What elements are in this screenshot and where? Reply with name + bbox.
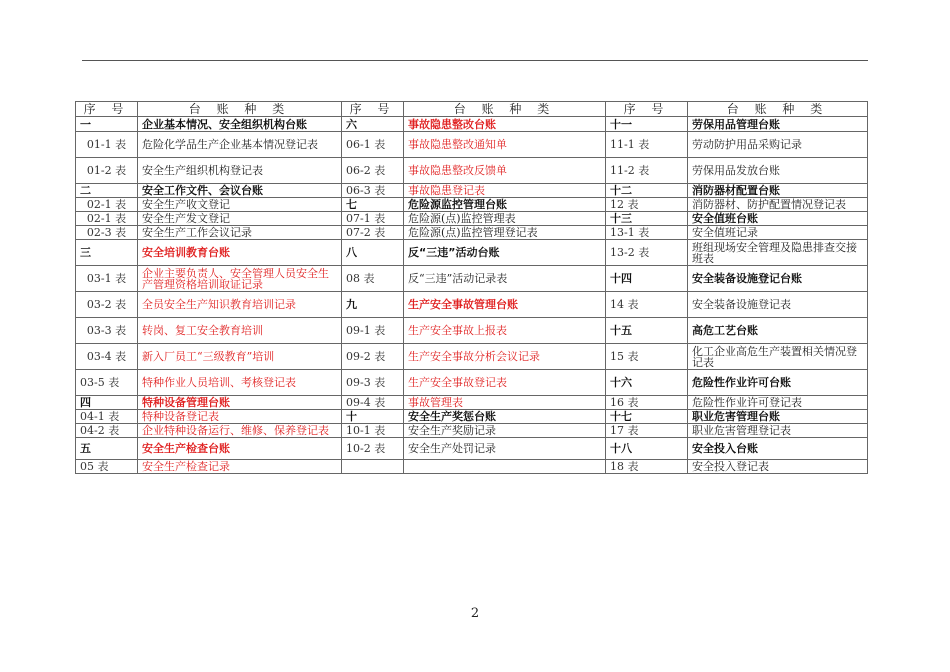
cell-type-3: 安全值班记录 xyxy=(688,226,868,240)
column-header-type-1: 台 账 种 类 xyxy=(138,102,342,117)
column-header-seq-1: 序 号 xyxy=(76,102,138,117)
table-row xyxy=(76,226,868,240)
cell-type-1: 安全生产工作会议记录 xyxy=(138,226,342,240)
cell-type-3: 职业危害管理台账 xyxy=(688,410,868,424)
cell-seq-3: 14 表 xyxy=(606,292,688,318)
cell-type-2: 生产安全事故管理台账 xyxy=(404,292,606,318)
cell-seq-3: 13-2 表 xyxy=(606,240,688,266)
cell-seq-1: 03-2 表 xyxy=(76,292,138,318)
cell-seq-2: 09-3 表 xyxy=(342,370,404,396)
cell-seq-1: 03-5 表 xyxy=(76,370,138,396)
cell-type-3: 消防器材配置台账 xyxy=(688,184,868,198)
cell-type-2: 事故隐患整改反馈单 xyxy=(404,158,606,184)
cell-seq-1: 03-1 表 xyxy=(76,266,138,292)
cell-seq-3: 15 表 xyxy=(606,344,688,370)
cell-type-2: 生产安全事故分析会议记录 xyxy=(404,344,606,370)
table-row xyxy=(76,158,868,184)
cell-seq-1: 02-1 表 xyxy=(76,198,138,212)
table-row xyxy=(76,292,868,318)
cell-type-1: 危险化学品生产企业基本情况登记表 xyxy=(138,132,342,158)
cell-type-2: 事故管理表 xyxy=(404,396,606,410)
cell-seq-2: 七 xyxy=(342,198,404,212)
cell-seq-1: 二 xyxy=(76,184,138,198)
column-header-type-3: 台 账 种 类 xyxy=(688,102,868,117)
cell-type-2 xyxy=(404,460,606,474)
cell-seq-3: 十五 xyxy=(606,318,688,344)
cell-seq-2: 09-4 表 xyxy=(342,396,404,410)
header-rule xyxy=(82,60,868,61)
cell-type-3: 消防器材、防护配置情况登记表 xyxy=(688,198,868,212)
cell-type-3: 安全投入台账 xyxy=(688,438,868,460)
cell-seq-3: 十八 xyxy=(606,438,688,460)
cell-seq-1: 四 xyxy=(76,396,138,410)
cell-seq-2: 08 表 xyxy=(342,266,404,292)
cell-type-2: 反“三违”活动台账 xyxy=(404,240,606,266)
table-body xyxy=(76,117,868,474)
table-row xyxy=(76,212,868,226)
cell-seq-1: 01-1 表 xyxy=(76,132,138,158)
cell-type-1: 转岗、复工安全教育培训 xyxy=(138,318,342,344)
cell-seq-3: 十四 xyxy=(606,266,688,292)
cell-type-1: 安全生产发文登记 xyxy=(138,212,342,226)
cell-type-1: 企业主要负责人、安全管理人员安全生产管理资格培训取证记录 xyxy=(138,266,342,292)
table-row xyxy=(76,344,868,370)
cell-seq-2: 十 xyxy=(342,410,404,424)
cell-seq-2: 06-2 表 xyxy=(342,158,404,184)
cell-seq-3: 11-2 表 xyxy=(606,158,688,184)
cell-type-1: 安全工作文件、会议台账 xyxy=(138,184,342,198)
table-row xyxy=(76,318,868,344)
cell-type-2: 事故隐患整改台账 xyxy=(404,117,606,132)
cell-seq-2 xyxy=(342,460,404,474)
cell-type-2: 安全生产奖励记录 xyxy=(404,424,606,438)
cell-seq-3: 17 表 xyxy=(606,424,688,438)
column-header-seq-2: 序 号 xyxy=(342,102,404,117)
cell-type-3: 劳保用品管理台账 xyxy=(688,117,868,132)
table-row xyxy=(76,460,868,474)
cell-seq-2: 六 xyxy=(342,117,404,132)
cell-seq-1: 05 表 xyxy=(76,460,138,474)
cell-type-1: 安全生产收文登记 xyxy=(138,198,342,212)
cell-seq-3: 十二 xyxy=(606,184,688,198)
cell-type-3: 安全投入登记表 xyxy=(688,460,868,474)
table-row xyxy=(76,438,868,460)
cell-seq-3: 18 表 xyxy=(606,460,688,474)
cell-seq-1: 01-2 表 xyxy=(76,158,138,184)
cell-seq-2: 09-1 表 xyxy=(342,318,404,344)
cell-type-2: 危险源(点)监控管理登记表 xyxy=(404,226,606,240)
cell-seq-2: 10-2 表 xyxy=(342,438,404,460)
cell-seq-3: 十六 xyxy=(606,370,688,396)
table-row xyxy=(76,424,868,438)
cell-type-3: 职业危害管理登记表 xyxy=(688,424,868,438)
page-number: 2 xyxy=(470,606,480,621)
cell-type-1: 安全生产组织机构登记表 xyxy=(138,158,342,184)
cell-type-1: 安全培训教育台账 xyxy=(138,240,342,266)
cell-seq-2: 09-2 表 xyxy=(342,344,404,370)
cell-type-2: 安全生产奖惩台账 xyxy=(404,410,606,424)
cell-seq-2: 九 xyxy=(342,292,404,318)
cell-type-3: 危险性作业许可登记表 xyxy=(688,396,868,410)
cell-seq-3: 13-1 表 xyxy=(606,226,688,240)
cell-type-1: 特种作业人员培训、考核登记表 xyxy=(138,370,342,396)
column-header-seq-3: 序 号 xyxy=(606,102,688,117)
cell-seq-3: 16 表 xyxy=(606,396,688,410)
table-row xyxy=(76,117,868,132)
cell-type-1: 安全生产检查台账 xyxy=(138,438,342,460)
cell-seq-1: 03-3 表 xyxy=(76,318,138,344)
ledger-index-table xyxy=(75,101,868,474)
cell-type-2: 事故隐患登记表 xyxy=(404,184,606,198)
table-row xyxy=(76,184,868,198)
cell-seq-3: 十三 xyxy=(606,212,688,226)
cell-seq-1: 02-3 表 xyxy=(76,226,138,240)
cell-type-3: 危险性作业许可台账 xyxy=(688,370,868,396)
table-row xyxy=(76,370,868,396)
table-row xyxy=(76,132,868,158)
cell-seq-3: 12 表 xyxy=(606,198,688,212)
cell-seq-3: 十七 xyxy=(606,410,688,424)
column-header-type-2: 台 账 种 类 xyxy=(404,102,606,117)
cell-type-3: 劳保用品发放台账 xyxy=(688,158,868,184)
cell-seq-2: 八 xyxy=(342,240,404,266)
cell-type-1: 企业基本情况、安全组织机构台账 xyxy=(138,117,342,132)
cell-type-3: 劳动防护用品采购记录 xyxy=(688,132,868,158)
cell-seq-3: 十一 xyxy=(606,117,688,132)
cell-type-2: 生产安全事故登记表 xyxy=(404,370,606,396)
cell-seq-1: 04-1 表 xyxy=(76,410,138,424)
cell-seq-2: 06-3 表 xyxy=(342,184,404,198)
table-row xyxy=(76,396,868,410)
cell-type-2: 危险源监控管理台账 xyxy=(404,198,606,212)
cell-type-3: 安全装备设施登记表 xyxy=(688,292,868,318)
cell-seq-3: 11-1 表 xyxy=(606,132,688,158)
cell-seq-2: 06-1 表 xyxy=(342,132,404,158)
cell-seq-1: 03-4 表 xyxy=(76,344,138,370)
cell-type-3: 安全值班台账 xyxy=(688,212,868,226)
cell-seq-1: 五 xyxy=(76,438,138,460)
cell-type-1: 全员安全生产知识教育培训记录 xyxy=(138,292,342,318)
table-row xyxy=(76,198,868,212)
cell-type-3: 化工企业高危生产装置相关情况登记表 xyxy=(688,344,868,370)
cell-type-2: 安全生产处罚记录 xyxy=(404,438,606,460)
table-row xyxy=(76,266,868,292)
cell-type-3: 高危工艺台账 xyxy=(688,318,868,344)
cell-type-1: 企业特种设备运行、维修、保养登记表 xyxy=(138,424,342,438)
table-row xyxy=(76,410,868,424)
cell-seq-2: 07-2 表 xyxy=(342,226,404,240)
cell-type-1: 新入厂员工“三级教育”培训 xyxy=(138,344,342,370)
cell-type-1: 特种设备登记表 xyxy=(138,410,342,424)
cell-type-2: 危险源(点)监控管理表 xyxy=(404,212,606,226)
cell-type-3: 班组现场安全管理及隐患排查交接班表 xyxy=(688,240,868,266)
cell-type-1: 安全生产检查记录 xyxy=(138,460,342,474)
cell-type-2: 事故隐患整改通知单 xyxy=(404,132,606,158)
cell-seq-1: 04-2 表 xyxy=(76,424,138,438)
cell-seq-1: 02-1 表 xyxy=(76,212,138,226)
cell-type-2: 生产安全事故上报表 xyxy=(404,318,606,344)
table-header-row xyxy=(76,102,868,117)
cell-seq-1: 一 xyxy=(76,117,138,132)
table-row xyxy=(76,240,868,266)
cell-seq-2: 07-1 表 xyxy=(342,212,404,226)
cell-type-3: 安全装备设施登记台账 xyxy=(688,266,868,292)
cell-seq-1: 三 xyxy=(76,240,138,266)
cell-type-2: 反“三违”活动记录表 xyxy=(404,266,606,292)
cell-type-1: 特种设备管理台账 xyxy=(138,396,342,410)
cell-seq-2: 10-1 表 xyxy=(342,424,404,438)
